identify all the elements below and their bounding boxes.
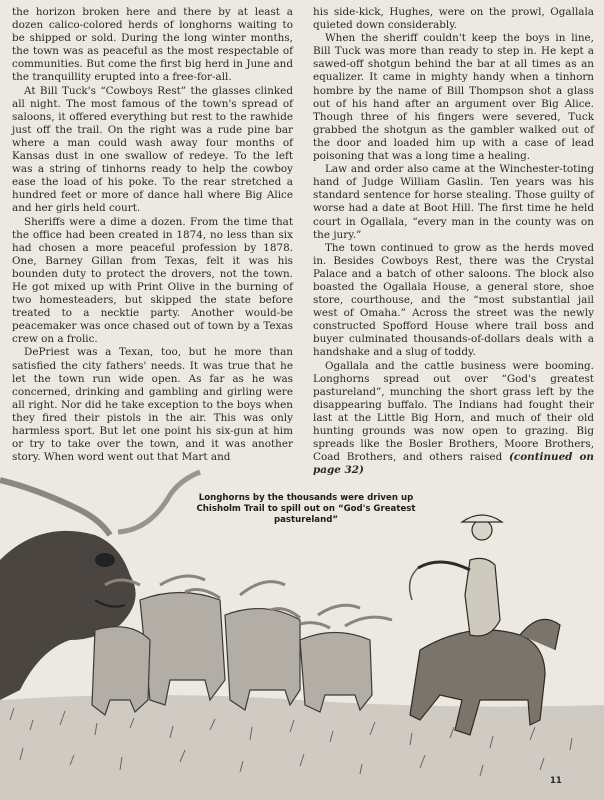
paragraph: his side-kick, Hughes, were on the prowl, Ogallala quieted down considerably.	[313, 6, 594, 32]
left-column	[12, 6, 293, 464]
paragraph: DePriest was a Texan, too, but he more than satisfied the city fathers' needs. It was true that he let the town run wide open. As far as he was concerned, drinking and gambling and girling were all right. Nor did he take exception to the boys when they fired their pistols in the air. This was only harmless sport. But let one point his six-gun at him or try to take over the town, and it was another story. When word went out that Mart and	[12, 346, 293, 464]
paragraph: At Bill Tuck's “Cowboys Rest” the glasses clinked all night. The most famous of the town's spread of saloons, it offered everything but rest to the rawhide just off the trail. On the right was a rude pine bar where a man could wash away four months of Kansas dust in one swallow of redeye. To the left was a string of tinhorns ready to help the cowboy ease the load of his poke. To the rear stretched a hundred feet or more of dance hall where Big Alice and her girls held court.	[12, 84, 293, 215]
paragraph: Sheriffs were a dime a dozen. From the time that the office had been created in 1874, no less than six had chosen a more peaceful profession by 1878. One, Barney Gillan from Texas, felt it was his bounden duty to protect the drovers, not the town. He got mixed up with Print Olive in the burning of two homesteaders, but skipped the state before treated to a necktie party. Another would-be peacemaker was once chased out of town by a Texas crew on a frolic.	[12, 215, 293, 346]
paragraph: the horizon broken here and there by at least a dozen calico-colored herds of longhorns waiting to be shipped or sold. During the long winter months, the town was as peaceful as the most respectable of communities. But come the first big herd in June and the tranquillity erupted into a free-for-all.	[12, 6, 293, 84]
paragraph: The town continued to grow as the herds moved in. Besides Cowboys Rest, there was the Crystal Palace and a batch of other saloons. The block also boasted the Ogallala House, a general store, shoe store, courthouse, and the “most substantial jail west of Omaha.” Across the street was the newly constructed Spofford House where trail boss and buyer culminated thousands-of-dollars deals with a handshake and a slug of toddy.	[313, 241, 594, 359]
page-number: 11	[550, 776, 562, 786]
paragraph: Law and order also came at the Winchester-toting hand of Judge William Gaslin. Ten years was his standard sentence for horse stealing. Those guilty of worse had a date at Boot Hill. The first time he held court in Ogallala, “every man in the county was on the jury.”	[313, 163, 594, 241]
continued-note: (continued on page 32)	[313, 451, 594, 477]
paragraph: When the sheriff couldn't keep the boys in line, Bill Tuck was more than ready to step in. He kept a sawed-off shotgun behind the bar at all times as an equalizer. It came in mighty handy when a tinhorn hombre by the name of Bill Thompson shot a glass out of his hand after an argument over Big Alice. Though three of his fingers were severed, Tuck grabbed the shotgun as the gambler walked out of the door and loaded him up with a case of lead poisoning that was a long time a healing.	[313, 32, 594, 163]
paragraph-text: Ogallala and the cattle business were booming. Longhorns spread out over “God's greatest pastureland”, munching the short grass left by the disappearing buffalo. The Indians had fought their last at the Little Big Horn, and much of their old hunting grounds was now open to grazing. Big spreads like the Bosler Brothers, Moore Brothers, Coad Brothers, and others raised	[313, 359, 594, 464]
right-column	[313, 6, 594, 477]
illustration-caption: Longhorns by the thousands were driven up Chisholm Trail to spill out on “God's Greatest pastureland”	[196, 493, 416, 525]
